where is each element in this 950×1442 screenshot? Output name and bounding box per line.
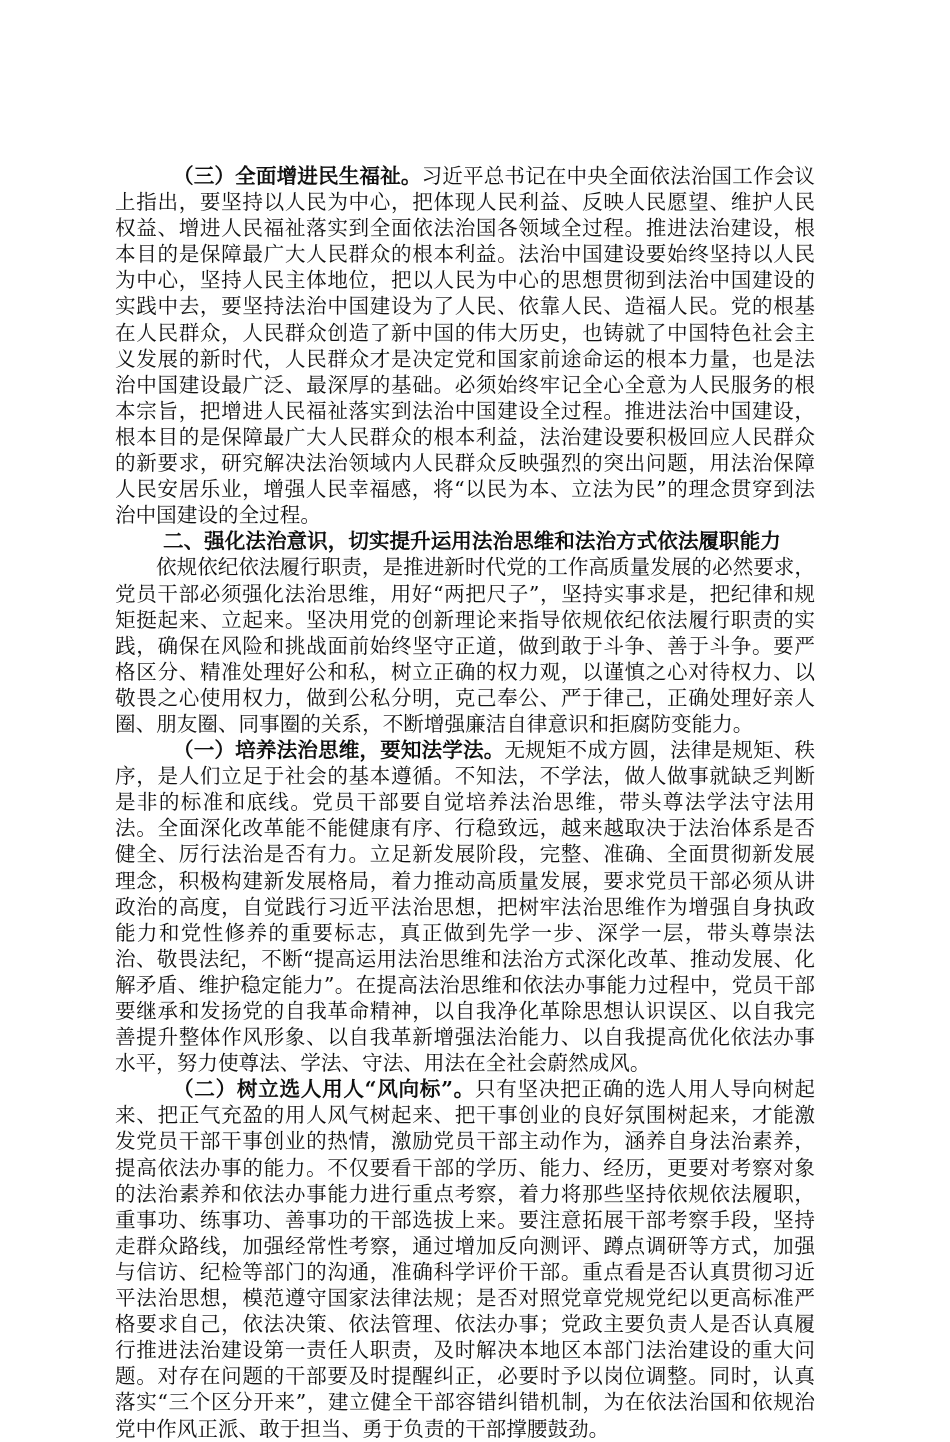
paragraph-people-welfare [115,163,815,528]
paragraph-text: 习近平总书记在中央全面依法治国工作会议上指出，要坚持以人民为中心，把体现人民利益、反映人民愿望、维护人民权益、增进人民福祉落实到全面依法治国各领域全过程。推进法治建设，根本目的是保障最广大人民群众的根本利益。法治中国建设要始终坚持以人民为中心，坚持人民主体地位，把以人民为中心的思想贯彻到法治中国建设的实践中去，要坚持法治中国建设为了人民、依靠人民、造福人民。党的根基在人民群众，人民群众创造了新中国的伟大历史，也铸就了中国特色社会主义发展的新时代，人民群众才是决定党和国家前途命运的根本力量，也是法治中国建设最广泛、最深厚的基础。必须始终牢记全心全意为人民服务的根本宗旨，把增进人民福祉落实到法治中国建设全过程。推进法治中国建设，根本目的是保障最广大人民群众的根本利益，法治建设要积极回应人民群众的新要求，研究解决法治领域内人民群众反映强烈的突出问题，用法治保障人民安居乐业，增强人民幸福感，将“以民为本、立法为民”的理念贯穿到法治中国建设的全过程。 [115,164,815,528]
paragraph-duty: 依规依纪依法履行职责，是推进新时代党的工作高质量发展的必然要求，党员干部必须强化法治思维，用好“两把尺子”，坚持实事求是，把纪律和规矩挺起来、立起来。坚决用党的创新理论来指导依规依纪依法履行职责的实践，确保在风险和挑战面前始终坚守正道，做到敢于斗争、善于斗争。要严格区分、精准处理好公和私，树立正确的权力观，以谨慎之心对待权力、以敬畏之心使用权力，做到公私分明，克己奉公、严于律己，正确处理好亲人圈、朋友圈、同事圈的关系，不断增强廉洁自律意识和拒腐防变能力。 [115,555,815,736]
paragraph-lead: （三）全面增进民生福祉。 [173,164,422,188]
document-body [115,163,815,1442]
paragraph-legal-thinking [115,737,815,1076]
paragraph-text: 只有坚决把正确的选人用人导向树起来、把正气充盈的用人风气树起来、把干事创业的良好氛围树起来，才能激发党员干部干事创业的热情，激励党员干部主动作为，涵养自身法治素养，提高依法办事的能力。不仅要看干部的学历、能力、经历，更要对考察对象的法治素养和依法办事能力进行重点考察，着力将那些坚持依规依法履职，重事功、练事功、善事功的干部选拔上来。要注意拓展干部考察手段，坚持走群众路线，加强经常性考察，通过增加反向测评、蹲点调研等方式，加强与信访、纪检等部门的沟通，准确科学评价干部。重点看是否认真贯彻习近平法治思想，模范遵守国家法律法规；是否对照党章党规党纪以更高标准严格要求自己，依法决策、依法管理、依法办事；党政主要负责人是否认真履行推进法治建设第一责任人职责，及时解决本地区本部门法治建设的重大问题。对存在问题的干部要及时提醒纠正，必要时予以岗位调整。同时，认真落实“三个区分开来”，建立健全干部容错纠错机制，为在依法治国和依规治党中作风正派、敢于担当、勇于负责的干部撑腰鼓劲。 [115,1077,815,1441]
paragraph-text: 无规矩不成方圆，法律是规矩、秩序，是人们立足于社会的基本遵循。不知法，不学法，做人做事就缺乏判断是非的标准和底线。党员干部要自觉培养法治思维，带头尊法学法守法用法。全面深化改革能不能健康有序、行稳致远，越来越取决于法治体系是否健全、厉行法治是否有力。立足新发展阶段，完整、准确、全面贯彻新发展理念，积极构建新发展格局，着力推动高质量发展，要求党员干部必须从讲政治的高度，自觉践行习近平法治思想，把树牢法治思维作为增强自身执政能力和党性修养的重要标志，真正做到先学一步、深学一层，带头尊崇法治、敬畏法纪，不断“提高运用法治思维和法治方式深化改革、推动发展、化解矛盾、维护稳定能力”。在提高法治思维和依法办事能力过程中，党员干部要继承和发扬党的自我革命精神，以自我净化革除思想认识误区、以自我完善提升整体作风形象、以自我革新增强法治能力、以自我提高优化依法办事水平，努力使尊法、学法、守法、用法在全社会蔚然成风。 [115,738,816,1076]
paragraph-lead: （二）树立选人用人“风向标”。 [173,1077,475,1102]
paragraph-selection [115,1076,815,1441]
section-heading: 二、强化法治意识，切实提升运用法治思维和法治方式依法履职能力 [163,529,781,554]
paragraph-lead: （一）培养法治思维，要知法学法。 [173,738,505,763]
